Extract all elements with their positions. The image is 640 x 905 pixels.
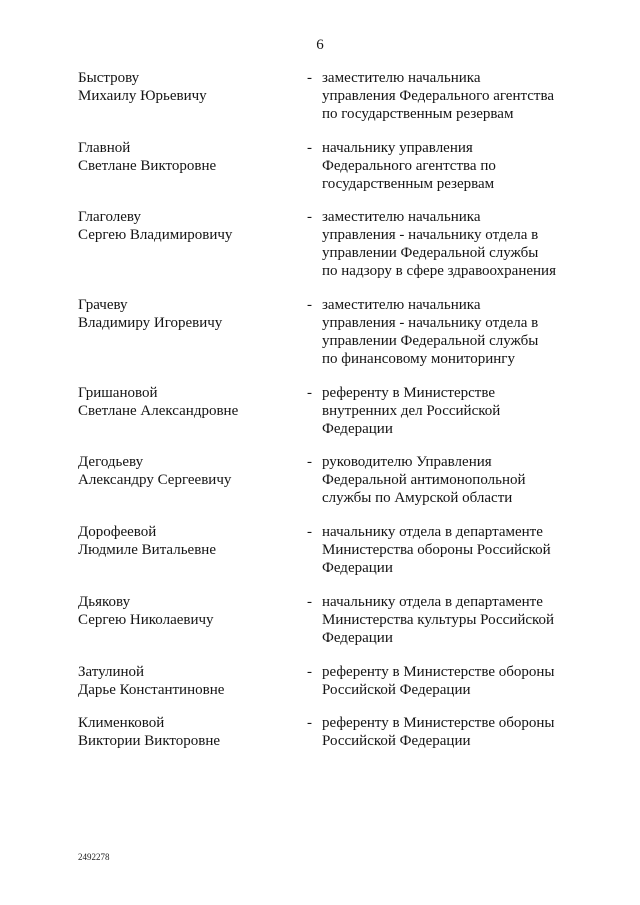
position-line: Федерации: [322, 560, 393, 577]
position-line: управлении Федеральной службы: [322, 245, 539, 262]
position-line: Российской Федерации: [322, 733, 471, 750]
appointment-entry: [78, 208, 578, 280]
person-position: [322, 139, 578, 193]
entry-dash: -: [307, 524, 312, 541]
position-line: начальнику отдела в департаменте: [322, 593, 543, 610]
person-surname: Дегодьеву: [78, 454, 144, 471]
person-given-names: Виктории Викторовне: [78, 733, 221, 750]
person-given-names: Михаилу Юрьевичу: [78, 88, 207, 104]
person-position: [322, 714, 578, 750]
person-surname: Дорофеевой: [78, 524, 157, 541]
position-line: заместителю начальника: [322, 297, 481, 314]
person-position: [322, 663, 578, 699]
person-name: [78, 139, 307, 175]
appointment-entry: [78, 384, 578, 438]
person-position: [322, 208, 578, 280]
appointment-entry: [78, 453, 578, 507]
position-line: Федерации: [322, 420, 393, 437]
person-given-names: Светлане Викторовне: [78, 157, 217, 174]
entry-dash: -: [307, 663, 312, 680]
person-surname: Глаголеву: [78, 209, 141, 226]
position-line: Министерства культуры Российской: [322, 611, 555, 628]
position-line: по надзору в сфере здравоохранения: [322, 263, 556, 280]
document-code: 2492278: [78, 852, 110, 862]
position-line: управления - начальнику отдела в: [322, 315, 539, 332]
position-line: по государственным резервам: [322, 106, 514, 122]
position-line: заместителю начальника: [322, 70, 481, 86]
entry-dash: -: [307, 209, 312, 226]
position-line: Федерации: [322, 629, 393, 646]
person-given-names: Сергею Николаевичу: [78, 611, 214, 628]
person-given-names: Сергею Владимировичу: [78, 227, 233, 244]
position-line: управлении Федеральной службы: [322, 333, 539, 350]
appointment-entry: [78, 663, 578, 699]
position-line: начальнику отдела в департаменте: [322, 524, 543, 541]
position-line: референту в Министерстве обороны: [322, 715, 555, 732]
person-given-names: Александру Сергеевичу: [78, 472, 232, 489]
entry-dash: -: [307, 384, 312, 401]
appointment-entry: [78, 714, 578, 750]
appointment-entry: [78, 69, 578, 123]
person-given-names: Людмиле Витальевне: [78, 542, 216, 559]
person-position: [322, 523, 578, 577]
entry-dash: -: [307, 454, 312, 471]
person-surname: Грачеву: [78, 297, 128, 314]
person-surname: Гришановой: [78, 384, 158, 401]
appointment-list: [78, 69, 578, 766]
person-position: [322, 453, 578, 507]
appointment-entry: [78, 139, 578, 193]
person-position: [322, 593, 578, 647]
person-name: [78, 69, 307, 105]
person-name: [78, 296, 307, 332]
position-line: управления Федерального агентства: [322, 88, 554, 104]
person-surname: Клименковой: [78, 715, 165, 732]
appointment-entry: [78, 593, 578, 647]
person-surname: Быстрову: [78, 70, 140, 86]
person-name: [78, 714, 307, 750]
position-line: референту в Министерстве обороны: [322, 663, 555, 680]
position-line: по финансовому мониторингу: [322, 351, 515, 368]
position-line: Федеральной антимонопольной: [322, 472, 526, 489]
position-line: Российской Федерации: [322, 681, 471, 698]
person-name: [78, 593, 307, 629]
position-line: управления - начальнику отдела в: [322, 227, 539, 244]
entry-dash: -: [307, 297, 312, 314]
person-given-names: Дарье Константиновне: [78, 681, 225, 698]
entry-dash: -: [307, 139, 312, 156]
entry-dash: -: [307, 715, 312, 732]
person-position: [322, 296, 578, 368]
person-given-names: Светлане Александровне: [78, 402, 239, 419]
person-name: [78, 384, 307, 420]
person-name: [78, 523, 307, 559]
person-surname: Затулиной: [78, 663, 145, 680]
position-line: службы по Амурской области: [322, 490, 513, 507]
position-line: внутренних дел Российской: [322, 402, 501, 419]
appointment-entry: [78, 523, 578, 577]
page-number: 6: [316, 37, 324, 53]
position-line: начальнику управления: [322, 139, 473, 156]
position-line: референту в Министерстве: [322, 384, 495, 401]
person-position: [322, 69, 578, 123]
person-surname: Главной: [78, 139, 131, 156]
person-name: [78, 663, 307, 699]
position-line: Федерального агентства по: [322, 157, 496, 174]
person-name: [78, 208, 307, 244]
person-surname: Дьякову: [78, 593, 131, 610]
person-name: [78, 453, 307, 489]
entry-dash: -: [307, 593, 312, 610]
position-line: руководителю Управления: [322, 454, 492, 471]
position-line: заместителю начальника: [322, 209, 481, 226]
person-position: [322, 384, 578, 438]
position-line: государственным резервам: [322, 175, 495, 192]
appointment-entry: [78, 296, 578, 368]
person-given-names: Владимиру Игоревичу: [78, 315, 223, 332]
position-line: Министерства обороны Российской: [322, 542, 551, 559]
entry-dash: -: [307, 70, 312, 86]
